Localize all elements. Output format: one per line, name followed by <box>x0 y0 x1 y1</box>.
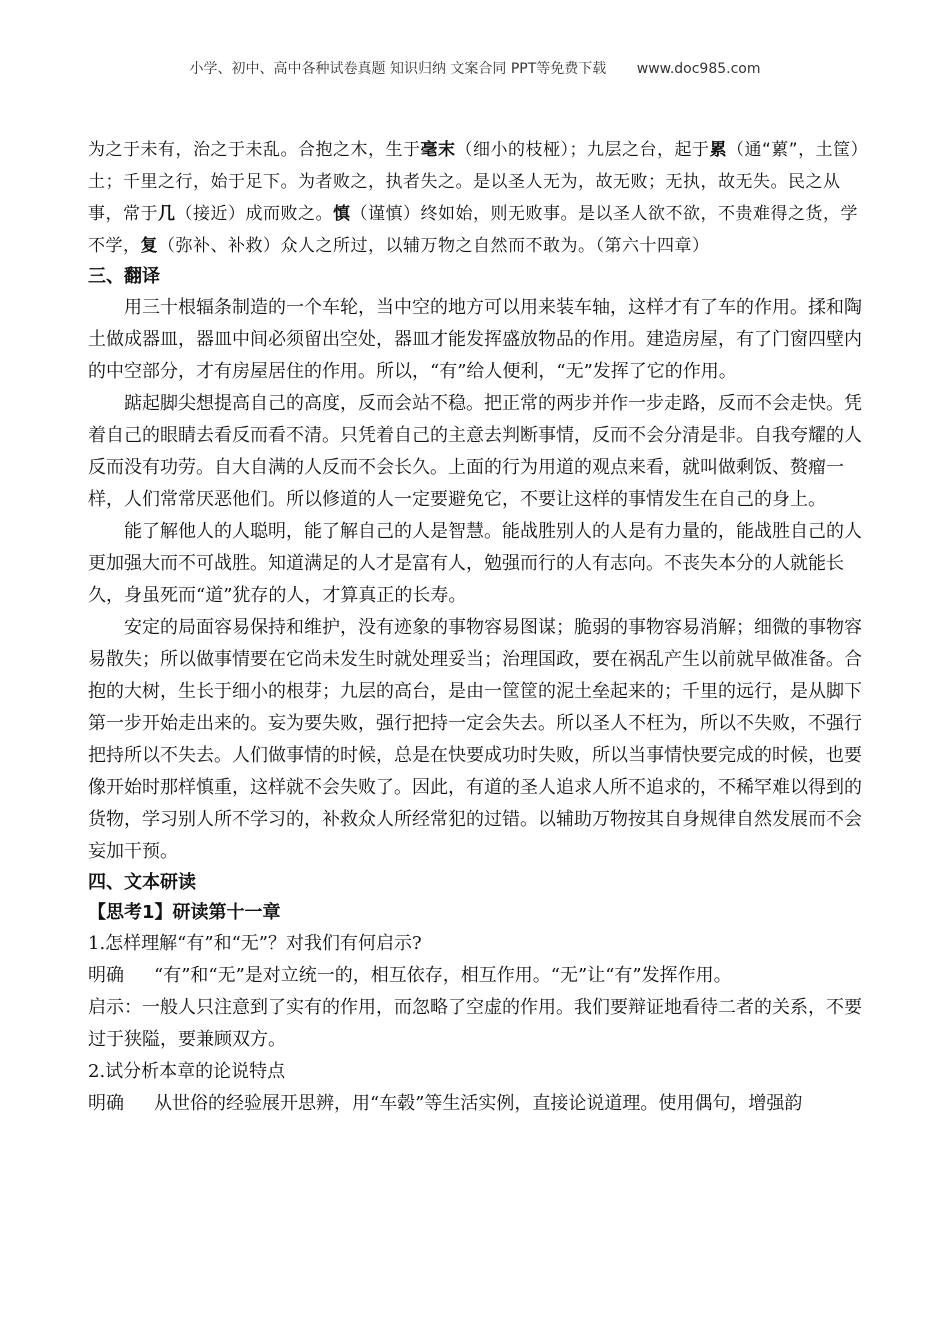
quote-text: （弥补、补救）众人之所过，以辅万物之自然而不敢为。（第六十四章） <box>158 236 710 256</box>
think-heading: 【思考1】研读第十一章 <box>88 902 281 923</box>
answer-text: “有”和“无”是对立统一的，相互依存，相互作用。“无”让“有”发挥作用。 <box>154 965 732 986</box>
quote-text: （谨慎）终如始，则无败事。是以圣人欲不欲，不贵难得之货，学不学， <box>88 204 858 256</box>
quote-text: （通“蔂”，土筐）土；千里之行，始于足下。为者败之，执者失之。是以圣人无为，故无败；无执，故无失。民之从事，常于 <box>88 140 860 224</box>
document-body <box>88 134 864 1120</box>
answer-2 <box>88 1088 864 1120</box>
question-2: 2.试分析本章的论说特点 <box>88 1061 286 1082</box>
translation-paragraph: 踮起脚尖想提高自己的高度，反而会站不稳。把正常的两步并作一步走路，反而不会走快。凭着自己的眼睛去看反而看不清。只凭着自己的主意去判断事情，反而不会分清是非。自我夸耀的人反而没有功劳。自大自满的人反而不会长久。上面的行为用道的观点来看，就叫做剩饭、赘瘤一样，人们常常厌恶他们。所以修道的人一定要避免它，不要让这样的事情发生在自己的身上。 <box>88 393 862 510</box>
answer-1 <box>88 960 864 992</box>
translation-paragraph: 能了解他人的人聪明，能了解自己的人是智慧。能战胜别人的人是有力量的，能战胜自己的人更加强大而不可战胜。知道满足的人才是富有人，勉强而行的人有志向。不丧失本分的人就能长久，身虽死而“道”犹存的人，才算真正的长寿。 <box>88 521 862 606</box>
quote-keyword: 毫末 <box>420 140 456 160</box>
answer-label: 明确 <box>88 965 124 986</box>
quote-text: 为之于未有，治之于未乱。合抱之木，生于 <box>88 140 421 160</box>
translation-paragraph: 用三十根辐条制造的一个车轮，当中空的地方可以用来装车轴，这样才有了车的作用。揉和陶土做成器皿，器皿中间必须留出空处，器皿才能发挥盛放物品的作用。建造房屋，有了门窗四壁内的中空部分，才有房屋居住的作用。所以，“有”给人便利，“无”发挥了它的作用。 <box>88 297 862 382</box>
quote-keyword: 慎 <box>333 204 351 224</box>
page-header <box>0 58 950 78</box>
answer-label: 明确 <box>88 1093 124 1114</box>
header-text: 小学、初中、高中各种试卷真题 知识归纳 文案合同 PPT等免费下载 <box>189 61 607 77</box>
section-heading-text-study: 四、文本研读 <box>88 872 196 893</box>
quote-keyword: 累 <box>709 140 727 160</box>
section-heading-translation: 三、翻译 <box>88 266 160 287</box>
quote-keyword: 几 <box>158 204 176 224</box>
question-1: 1.怎样理解“有”和“无”？对我们有何启示? <box>88 933 422 954</box>
quote-text: （细小的枝桠）；九层之台，起于 <box>455 140 710 160</box>
answer-text: 从世俗的经验展开思辨，用“车毂”等生活实例，直接论说道理。使用偶句，增强韵 <box>154 1093 803 1114</box>
answer-1-inspiration: 启示：一般人只注意到了实有的作用，而忽略了空虚的作用。我们要辩证地看待二者的关系，不要过于狭隘，要兼顾双方。 <box>88 997 862 1050</box>
header-site: www.doc985.com <box>636 61 761 77</box>
translation-paragraph: 安定的局面容易保持和维护，没有迹象的事物容易图谋；脆弱的事物容易消解；细微的事物容易散失；所以做事情要在它尚未发生时就处理妥当；治理国政，要在祸乱产生以前就早做准备。合抱的大树，生长于细小的根芽；九层的高台，是由一筐筐的泥土垒起来的；千里的远行，是从脚下第一步开始走出来的。妄为要失败，强行把持一定会失去。所以圣人不枉为，所以不失败，不强行把持所以不失去。人们做事情的时候，总是在快要成功时失败，所以当事情快要完成的时候，也要像开始时那样慎重，这样就不会失败了。因此，有道的圣人追求人所不追求的，不稀罕难以得到的货物，学习别人所不学习的，补救众人所经常犯的过错。以辅助万物按其自身规律自然发展而不会妄加干预。 <box>88 617 862 862</box>
classical-quote <box>88 134 864 262</box>
quote-text: （接近）成而败之。 <box>175 204 333 224</box>
quote-keyword: 复 <box>140 236 158 256</box>
